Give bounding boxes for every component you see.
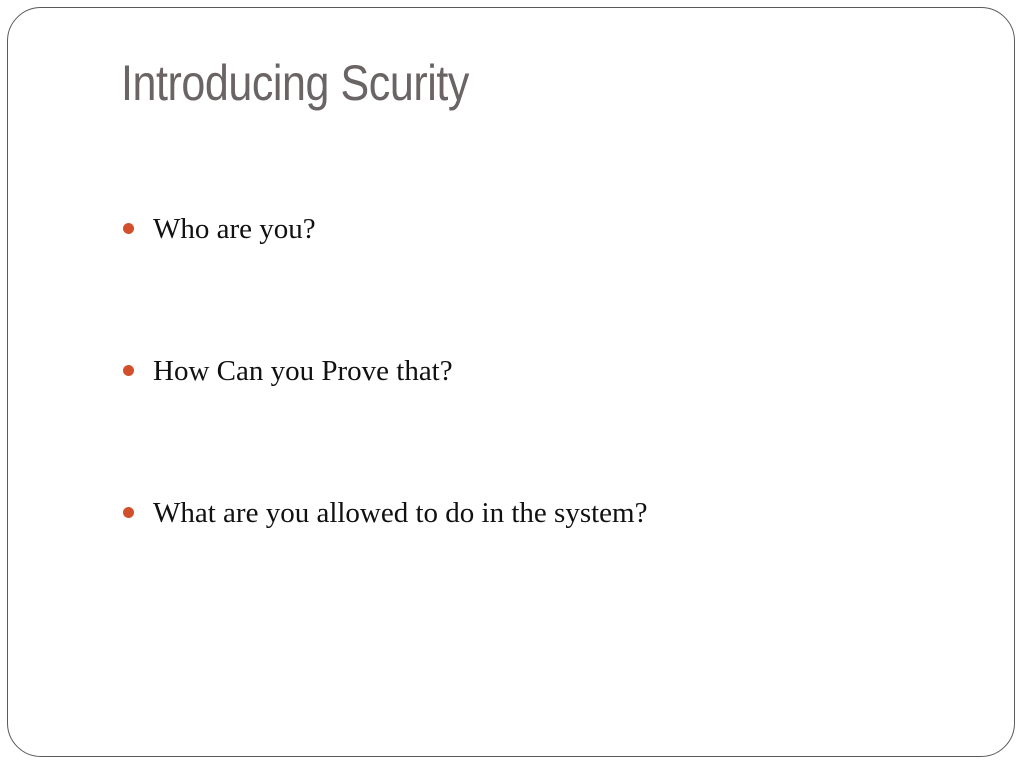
slide-title: Introducing Scurity <box>121 55 469 111</box>
bullet-text: Who are you? <box>153 213 316 245</box>
bullet-text: What are you allowed to do in the system? <box>153 497 648 529</box>
slide-frame <box>7 7 1015 757</box>
bullet-text: How Can you Prove that? <box>153 355 453 387</box>
bullet-dot-icon <box>123 223 134 234</box>
bullet-dot-icon <box>123 507 134 518</box>
bullet-dot-icon <box>123 365 134 376</box>
